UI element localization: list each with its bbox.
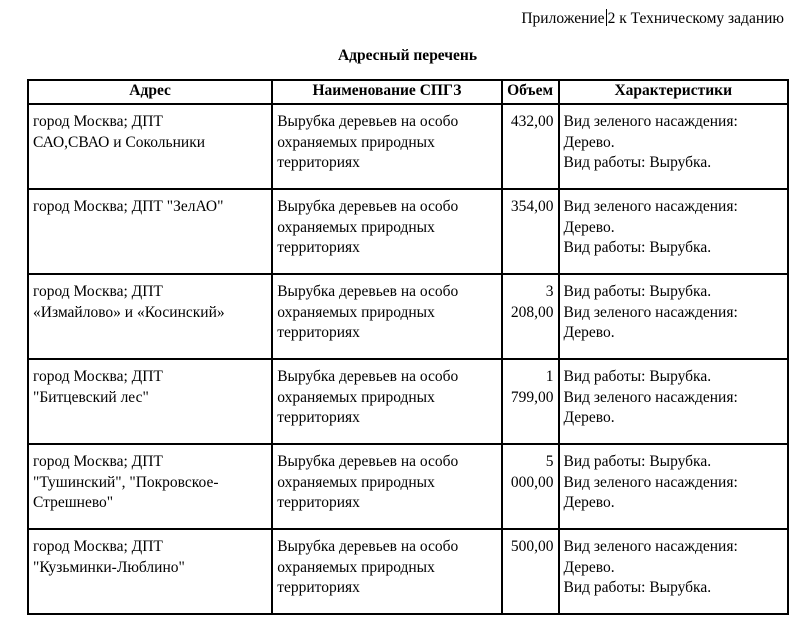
characteristics-cell-line: Вид зеленого насаждения:	[563, 538, 738, 555]
name-cell-line: Вырубка деревьев на особо	[277, 538, 459, 555]
table-row	[28, 274, 788, 359]
name-cell-line: Вырубка деревьев на особо	[277, 283, 459, 300]
characteristics-cell	[559, 444, 789, 529]
name-cell-line: Вырубка деревьев на особо	[277, 368, 459, 385]
column-header-name: Наименование СПГЗ	[272, 80, 501, 104]
characteristics-cell-line: Вид работы: Вырубка.	[563, 154, 712, 171]
column-header-characteristics: Характеристики	[559, 80, 789, 104]
table-row	[28, 529, 788, 614]
table-row	[28, 359, 788, 444]
volume-cell-line: 500,00	[510, 538, 554, 555]
address-cell-line: город Москва; ДПТ	[33, 283, 163, 300]
characteristics-cell-line: Дерево.	[563, 133, 615, 151]
name-cell-line: территориях	[277, 409, 360, 426]
characteristics-cell-line: Вид работы: Вырубка.	[563, 453, 712, 470]
column-header-volume: Объем	[502, 80, 559, 104]
table-row	[28, 444, 788, 529]
name-cell-line: территориях	[277, 154, 360, 171]
address-cell-line: Стрешнево"	[33, 494, 114, 511]
volume-cell-line: 000,00	[510, 473, 554, 491]
name-cell-line: Вырубка деревьев на особо	[277, 113, 459, 130]
address-cell	[28, 104, 272, 189]
characteristics-cell-line: Вид зеленого насаждения:	[563, 303, 738, 321]
characteristics-cell-line: Вид зеленого насаждения:	[563, 388, 738, 406]
name-cell	[272, 274, 501, 359]
table-body	[28, 104, 788, 614]
appendix-caption-part1: Приложение	[521, 10, 605, 27]
volume-cell-line: 208,00	[510, 303, 554, 321]
name-cell-line: Вырубка деревьев на особо	[277, 453, 459, 470]
name-cell-line: территориях	[277, 239, 360, 256]
volume-cell-line: 1	[545, 368, 554, 385]
volume-cell	[502, 444, 559, 529]
document-title: Адресный перечень	[337, 47, 478, 64]
characteristics-cell	[559, 529, 789, 614]
table-row	[28, 189, 788, 274]
characteristics-cell-line: Вид зеленого насаждения:	[563, 473, 738, 491]
address-cell	[28, 274, 272, 359]
appendix-caption-part2: 2 к Техническому заданию	[607, 10, 784, 27]
characteristics-cell-line: Дерево.	[563, 324, 615, 341]
address-cell-line: город Москва; ДПТ	[33, 453, 163, 470]
table-header-row	[28, 80, 788, 104]
volume-cell-line: 5	[545, 453, 554, 470]
address-cell-line: "Битцевский лес"	[33, 388, 149, 406]
volume-cell	[502, 359, 559, 444]
volume-cell-line: 799,00	[510, 388, 554, 406]
characteristics-cell-line: Дерево.	[563, 494, 615, 511]
address-cell-line: город Москва; ДПТ "ЗелАО"	[33, 198, 224, 215]
address-cell-line: САО,СВАО и Сокольники	[33, 133, 206, 151]
characteristics-cell-line: Вид работы: Вырубка.	[563, 368, 712, 385]
address-cell	[28, 529, 272, 614]
column-header-address: Адрес	[28, 80, 272, 104]
volume-cell-line: 432,00	[510, 113, 554, 130]
name-cell-line: территориях	[277, 579, 360, 596]
volume-cell	[502, 189, 559, 274]
table-row	[28, 104, 788, 189]
characteristics-cell-line: Дерево.	[563, 558, 615, 576]
volume-cell-line: 3	[545, 283, 554, 300]
address-cell-line: «Измайлово» и «Косинский»	[33, 303, 225, 321]
appendix-caption	[521, 9, 784, 28]
characteristics-cell-line: Вид работы: Вырубка.	[563, 239, 712, 256]
characteristics-cell	[559, 359, 789, 444]
address-cell-line: "Тушинский", "Покровское-	[33, 473, 219, 491]
name-cell	[272, 104, 501, 189]
address-cell	[28, 359, 272, 444]
name-cell-line: охраняемых природных	[277, 133, 435, 151]
characteristics-cell-line: Вид зеленого насаждения:	[563, 113, 738, 130]
text-cursor	[606, 9, 607, 26]
name-cell-line: охраняемых природных	[277, 558, 435, 576]
address-cell	[28, 189, 272, 274]
volume-cell	[502, 529, 559, 614]
name-cell	[272, 529, 501, 614]
address-list-table	[27, 79, 789, 615]
name-cell-line: охраняемых природных	[277, 218, 435, 236]
address-cell	[28, 444, 272, 529]
address-cell-line: "Кузьминки-Люблино"	[33, 558, 185, 576]
characteristics-cell-line: Дерево.	[563, 218, 615, 236]
name-cell	[272, 444, 501, 529]
characteristics-cell	[559, 274, 789, 359]
name-cell-line: охраняемых природных	[277, 473, 435, 491]
name-cell-line: Вырубка деревьев на особо	[277, 198, 459, 215]
address-cell-line: город Москва; ДПТ	[33, 113, 163, 130]
characteristics-cell	[559, 104, 789, 189]
characteristics-cell	[559, 189, 789, 274]
characteristics-cell-line: Вид работы: Вырубка.	[563, 283, 712, 300]
address-cell-line: город Москва; ДПТ	[33, 368, 163, 385]
volume-cell	[502, 274, 559, 359]
volume-cell-line: 354,00	[510, 198, 554, 215]
name-cell-line: территориях	[277, 494, 360, 511]
name-cell-line: охраняемых природных	[277, 388, 435, 406]
volume-cell	[502, 104, 559, 189]
name-cell-line: охраняемых природных	[277, 303, 435, 321]
characteristics-cell-line: Дерево.	[563, 409, 615, 426]
characteristics-cell-line: Вид работы: Вырубка.	[563, 579, 712, 596]
address-cell-line: город Москва; ДПТ	[33, 538, 163, 555]
name-cell-line: территориях	[277, 324, 360, 341]
name-cell	[272, 359, 501, 444]
name-cell	[272, 189, 501, 274]
characteristics-cell-line: Вид зеленого насаждения:	[563, 198, 738, 215]
